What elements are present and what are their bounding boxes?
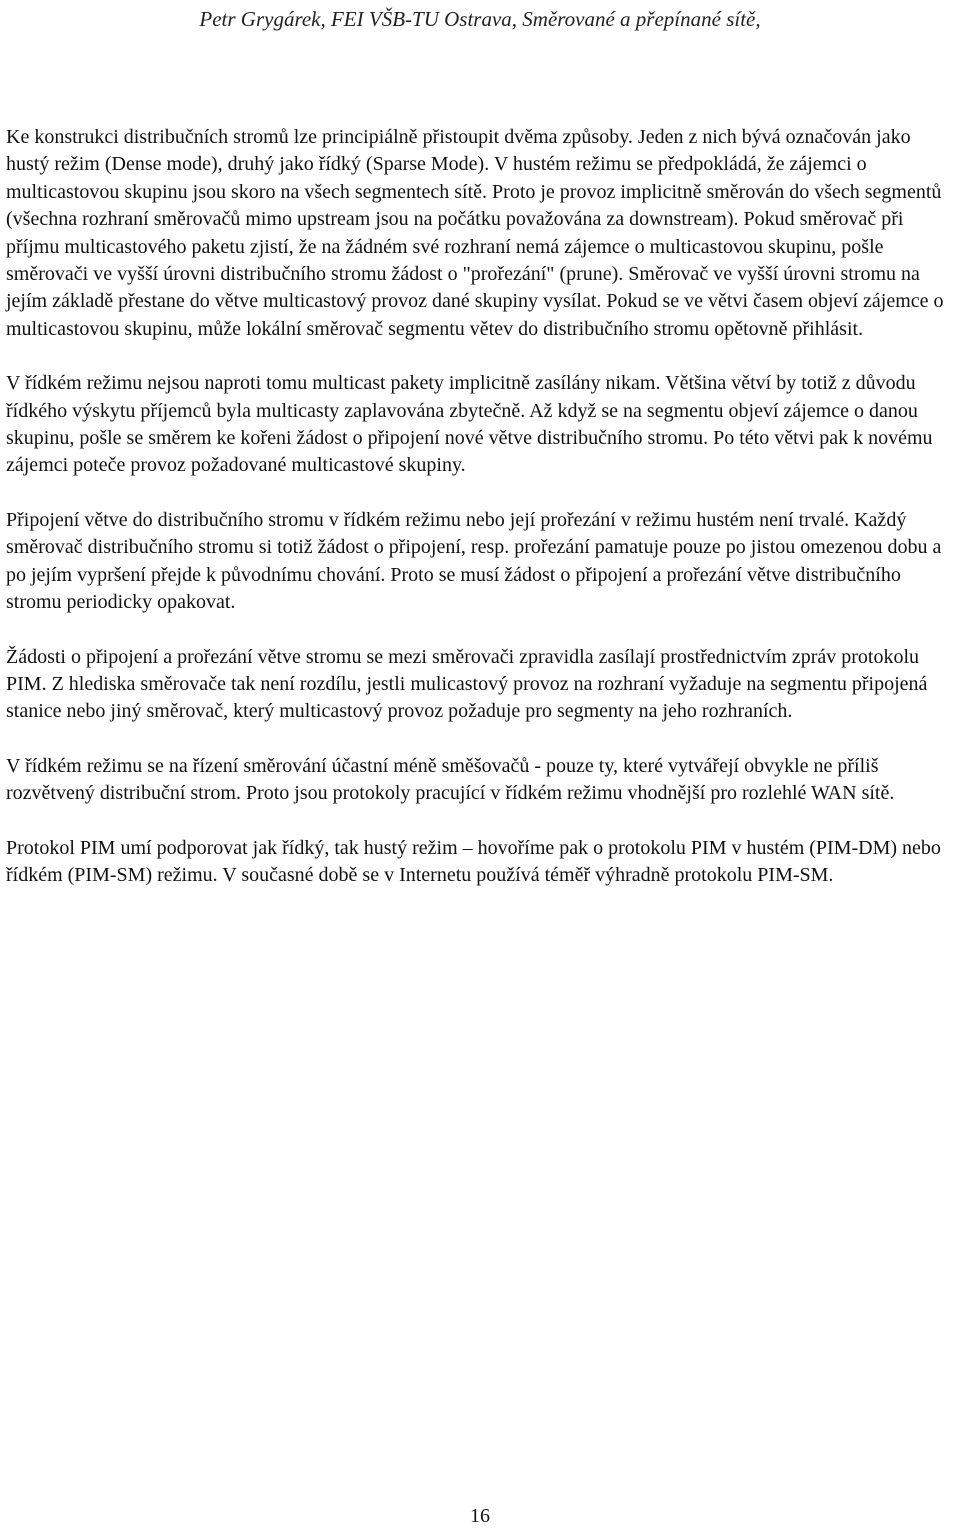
paragraph-dense-sparse-modes: Ke konstrukci distribučních stromů lze principiálně přistoupit dvěma způsoby. Jeden z nich bývá označován jako hustý režim (Dense mode), druhý jako řídký (Sparse Mode). V hustém režimu se předpokládá, že zájemci o multicastovou skupinu jsou skoro na všech segmentech sítě. Proto je provoz implicitně směrován do všech segmentů (všechna rozhraní směrovačů mimo upstream jsou na počátku považována za downstream). Pokud směrovač při příjmu multicastového paketu zjistí, že na žádném své rozhraní nemá zájemce o multicastovou skupinu, pošle směrovači ve vyšší úrovni distribučního stromu žádost o "prořezání" (prune). Směrovač ve vyšší úrovni stromu na jejím základě přestane do větve multicastový provoz dané skupiny vysílat. Pokud se ve větvi časem objeví zájemce o multicastovou skupinu, může lokální směrovač segmentu větev do distribučního stromu opětovně přihlásit. [6, 126, 944, 340]
paragraph-join-prune-timeout: Připojení větve do distribučního stromu v řídkém režimu nebo její prořezání v režimu hustém není trvalé. Každý směrovač distribučního stromu si totiž žádost o připojení, resp. prořezání pamatuje pouze po jistou omezenou dobu a po jejím vypršení přejde k původnímu chování. Proto se musí žádost o připojení a prořezání větve distribučního stromu periodicky opakovat. [6, 508, 942, 614]
running-header: Petr Grygárek, FEI VŠB-TU Ostrava, Směrované a přepínané sítě, [199, 7, 761, 31]
paragraph-sparse-wan: V řídkém režimu se na řízení směrování účastní méně směšovačů - pouze ty, které vytvářejí obvykle ne příliš rozvětvený distribuční strom. Proto jsou protokoly pracující v řídkém režimu vhodnější pro rozlehlé WAN sítě. [6, 754, 895, 805]
paragraph-pim-messages: Žádosti o připojení a prořezání větve stromu se mezi směrovači zpravidla zasílají prostřednictvím zpráv protokolu PIM. Z hlediska směrovače tak není rozdílu, jestli mulicastový provoz na rozhraní vyžaduje na segmentu připojená stanice nebo jiný směrovač, který multicastový provoz požaduje pro segmenty na jeho rozhraních. [6, 645, 928, 723]
paragraph-pim-dm-sm: Protokol PIM umí podporovat jak řídký, tak hustý režim – hovoříme pak o protokolu PIM v hustém (PIM-DM) nebo řídkém (PIM-SM) režimu. V současné době se v Internetu používá téměř výhradně protokolu PIM-SM. [6, 836, 941, 886]
body-text [6, 124, 952, 889]
paragraph-sparse-mode: V řídkém režimu nejsou naproti tomu multicast pakety implicitně zasílány nikam. Většina větví by totiž z důvodu řídkého výskytu příjemců byla multicasty zaplavována zbytečně. Až když se na segmentu objeví zájemce o danou skupinu, pošle se směrem ke kořeni žádost o připojení nové větve distribučního stromu. Po této větvi pak k novému zájemci poteče provoz požadované multicastové skupiny. [6, 372, 933, 477]
page-number: 16 [470, 1505, 490, 1527]
